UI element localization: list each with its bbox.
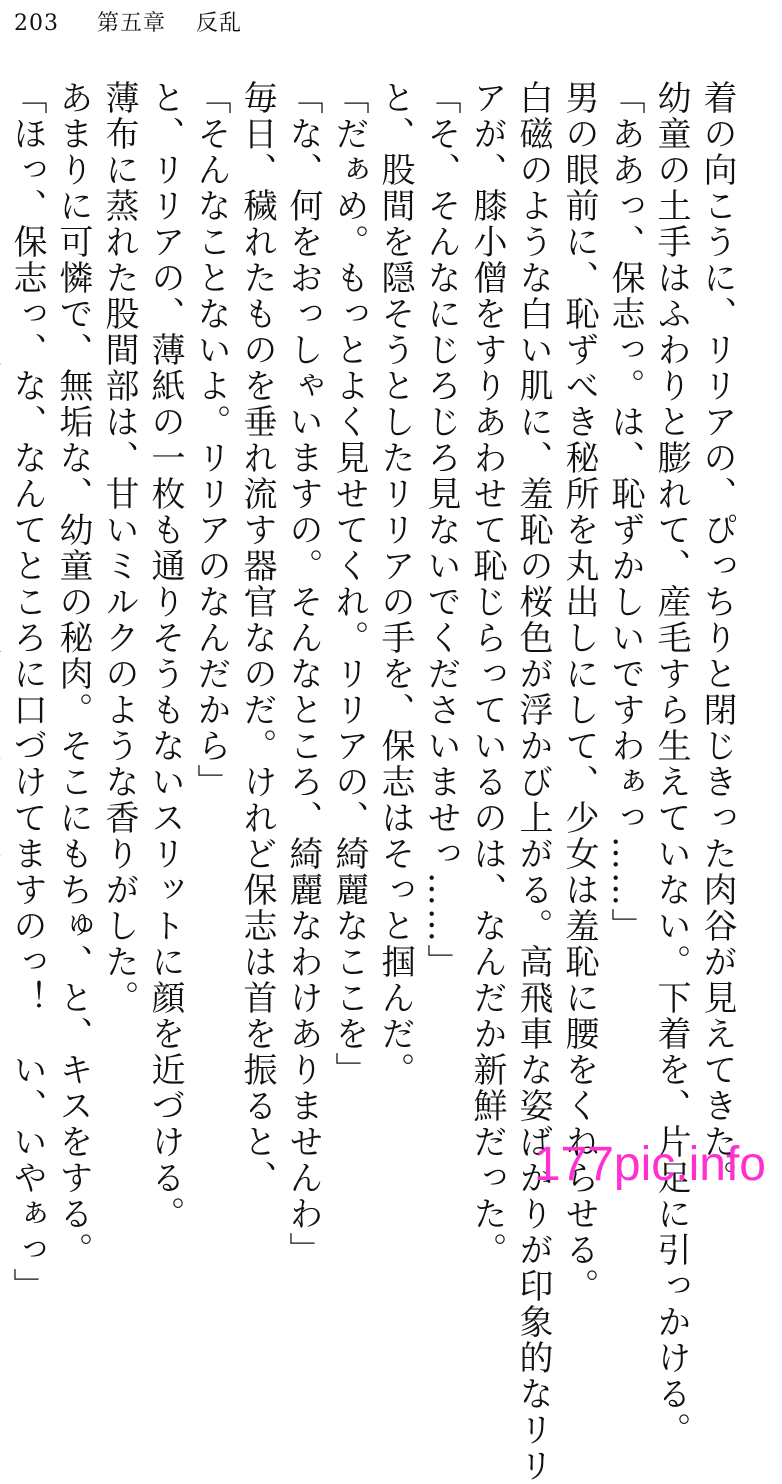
text-column: 毎日、穢れたものを垂れ流す器官なのだ。けれど保志は首を振ると、 <box>237 80 277 1196</box>
text-column <box>0 80 4 1120</box>
text-column: あまりに可憐で、無垢な、幼童の秘肉。そこにもちゅ、と、キスをする。 <box>53 80 93 1268</box>
text-column: 幼童の土手はふわりと膨れて、産毛すら生えていない。下着を、片足に引っかける。 <box>651 80 691 1448</box>
text-column: 男の眼前に、恥ずべき秘所を丸出しにして、少女は羞恥に腰をくねらせる。 <box>559 80 599 1304</box>
chapter-title: 第五章 <box>97 11 167 36</box>
text-column: 着の向こうに、リリアの、ぴっちりと閉じきった肉谷が見えてきた。 <box>697 80 737 1196</box>
text-column: と、股間を隠そうとしたリリアの手を、保志はそっと掴んだ。 <box>375 80 415 1088</box>
text-column: と、リリアの、薄紙の一枚も通りそうもないスリットに顔を近づける。 <box>145 80 185 1232</box>
page-number: 203 <box>14 11 59 36</box>
running-header <box>14 6 242 37</box>
text-column: 「な、何をおっしゃいますの。そんなところ、綺麗なわけありませんわ」 <box>283 80 323 1268</box>
text-column: 「そ、そんなにじろじろ見ないでくださいませっ……」 <box>421 80 461 980</box>
section-title: 反乱 <box>196 11 243 36</box>
text-column: 「ほっ、保志っ、な、なんてところに口づけてますのっ！ い、いやぁっ」 <box>7 80 47 1304</box>
watermark: 177pic.info <box>533 1138 766 1191</box>
text-column: 「だぁめ。もっとよく見せてくれ。リリアの、綺麗なここを」 <box>329 80 369 1088</box>
text-column: 薄布に蒸れた股間部は、甘いミルクのような香りがした。 <box>99 80 139 1016</box>
text-column: 白磁のような白い肌に、羞恥の桜色が浮かび上がる。高飛車な姿ばかりが印象的なリリ <box>513 80 553 1484</box>
text-column: 「ああっ、保志っ。は、恥ずかしいですわぁっ……」 <box>605 80 645 944</box>
text-column: 「そんなことないよ。リリアのなんだから」 <box>191 80 231 800</box>
text-column: アが、膝小僧をすりあわせて恥じらっているのは、なんだか新鮮だった。 <box>467 80 507 1268</box>
